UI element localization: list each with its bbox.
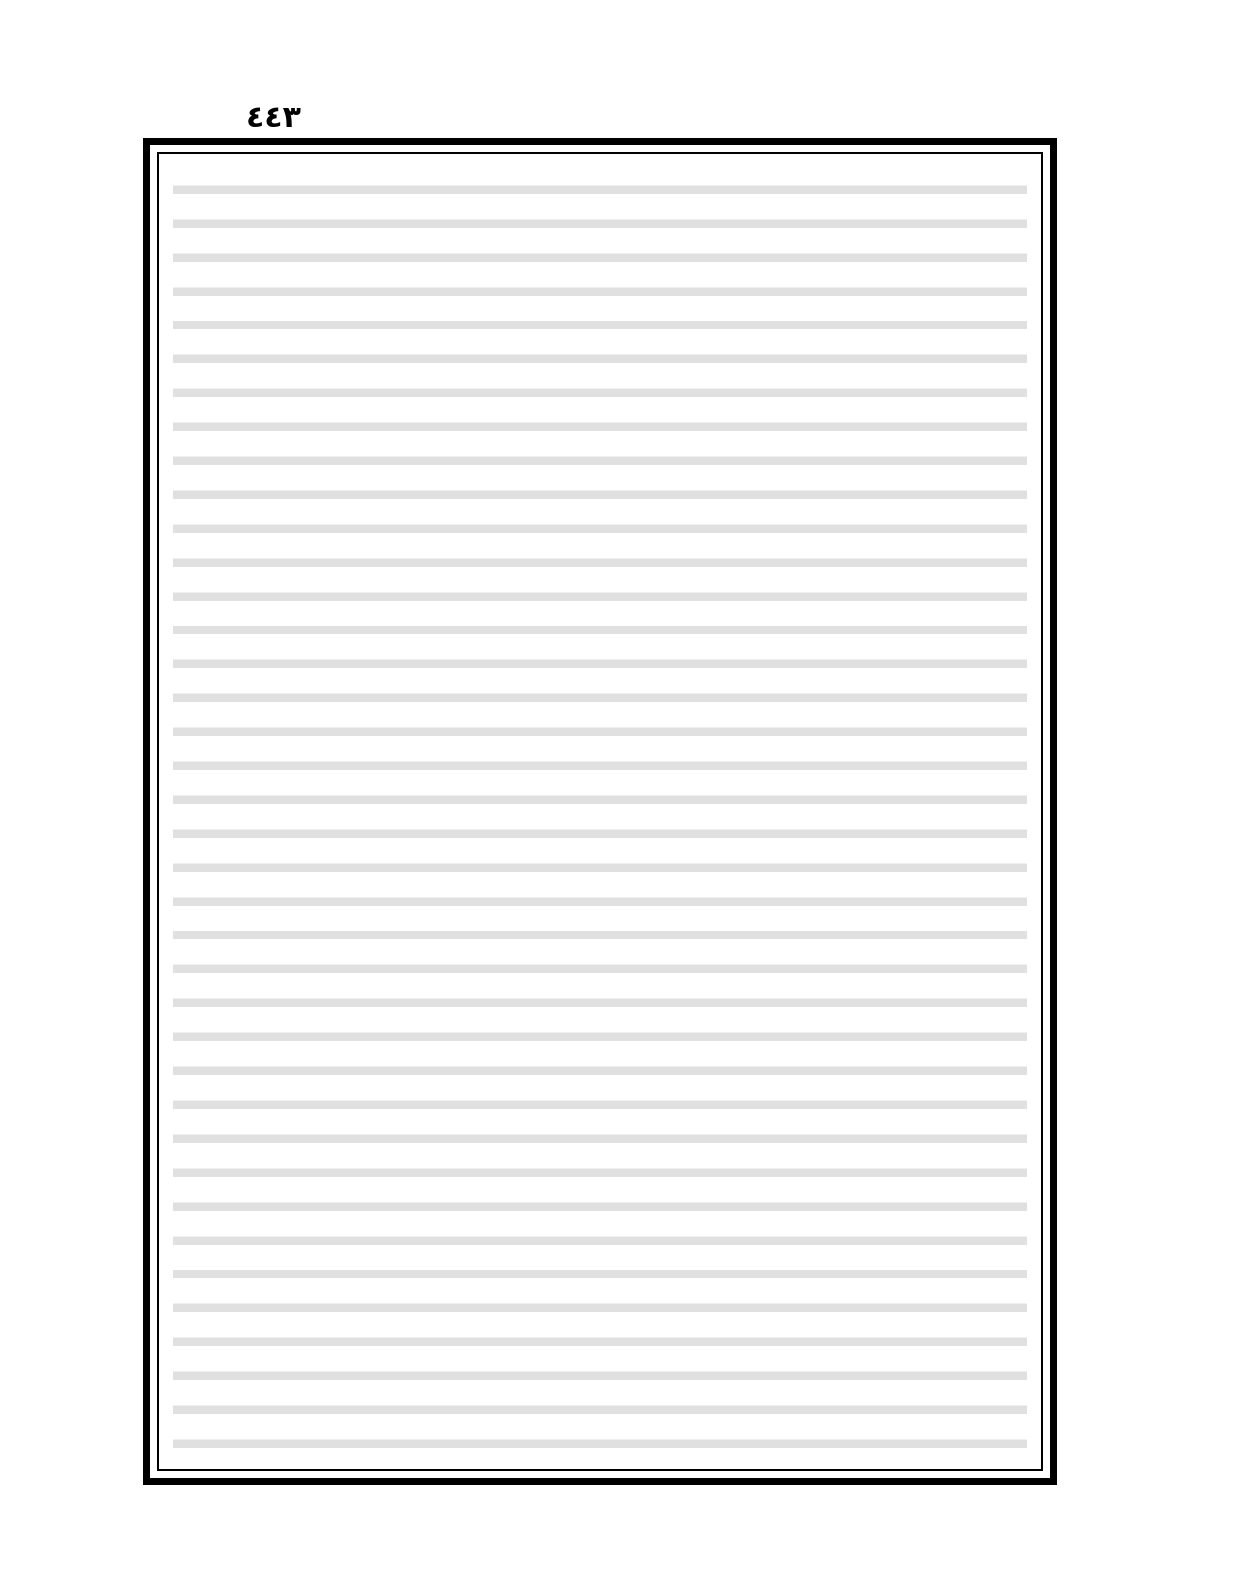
text-line: [173, 306, 1027, 340]
text-line: [173, 577, 1027, 611]
page-frame-inner: [157, 152, 1043, 1471]
text-line: [173, 543, 1027, 577]
text-line: [173, 1322, 1027, 1356]
text-line: [173, 204, 1027, 238]
text-line: [173, 1119, 1027, 1153]
text-line: [173, 373, 1027, 407]
text-line: [173, 848, 1027, 882]
text-line: [173, 814, 1027, 848]
text-line: [173, 1356, 1027, 1390]
text-line: [173, 1085, 1027, 1119]
text-line: [173, 1221, 1027, 1255]
text-line: [173, 509, 1027, 543]
text-line: [173, 1424, 1027, 1458]
text-line: [173, 1017, 1027, 1051]
text-line: [173, 746, 1027, 780]
text-line: [173, 1288, 1027, 1322]
text-line: [173, 882, 1027, 916]
text-line: [173, 1153, 1027, 1187]
text-line: [173, 407, 1027, 441]
text-line: [173, 678, 1027, 712]
text-line: [173, 272, 1027, 306]
text-block: [173, 170, 1027, 1461]
text-line: [173, 1051, 1027, 1085]
page-frame: [143, 138, 1057, 1485]
text-line: [173, 475, 1027, 509]
text-line: [173, 170, 1027, 204]
page-number: ٤٤٣: [246, 100, 301, 135]
text-line: [173, 916, 1027, 950]
text-line: [173, 611, 1027, 645]
text-line: [173, 1390, 1027, 1424]
text-line: [173, 780, 1027, 814]
text-line: [173, 712, 1027, 746]
text-line: [173, 1187, 1027, 1221]
text-line: [173, 1255, 1027, 1289]
text-line: [173, 238, 1027, 272]
text-line: [173, 441, 1027, 475]
text-line: [173, 983, 1027, 1017]
text-line: [173, 949, 1027, 983]
text-line: [173, 644, 1027, 678]
text-line: [173, 339, 1027, 373]
